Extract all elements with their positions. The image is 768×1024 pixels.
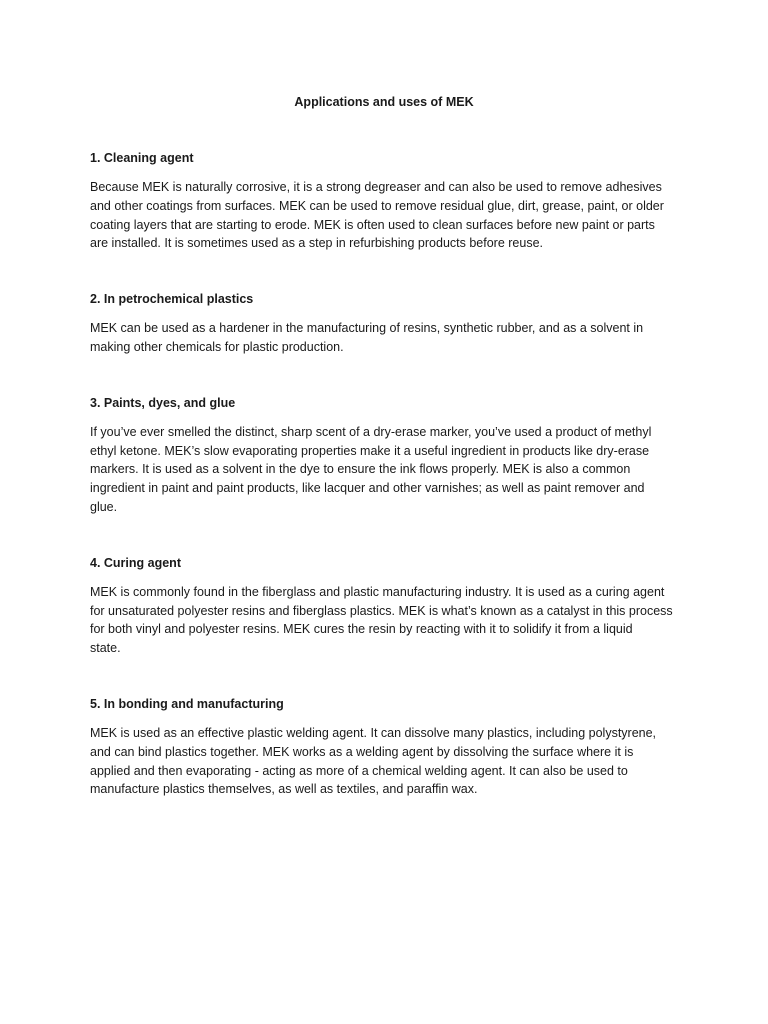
section-paragraph: MEK is used as an effective plastic welding agent. It can dissolve many plastics, including polystyrene, and can bind plastics together. MEK works as a welding agent by dissolving the surface where it is applied and then evaporating - acting as more of a chemical welding agent. It can also be used to manufacture plastics themselves, as well as textiles, and paraffin wax. — [90, 725, 657, 797]
section-paragraph: Because MEK is naturally corrosive, it is a strong degreaser and can also be used to remove adhesives and other coatings from surfaces. MEK can be used to remove residual glue, dirt, grease, paint, or older coating layers that are starting to erode. MEK is often used to clean surfaces before new paint or parts are installed. It is sometimes used as a step in refurbishing products before reuse. — [90, 180, 664, 251]
section-heading: 2. In petrochemical plastics — [90, 292, 254, 307]
section-paragraph: If you’ve ever smelled the distinct, sharp scent of a dry-erase marker, you’ve used a product of methyl ethyl ketone. MEK’s slow evaporating properties make it a useful ingredient in products like dry-erase markers. It is used as a solvent in the dye to ensure the ink flows properly. MEK is also a common ingredient in paint and paint products, like lacquer and other varnishes; as well as paint remover and glue. — [90, 424, 652, 514]
section-heading: 5. In bonding and manufacturing — [90, 696, 284, 711]
section-curing-agent — [90, 554, 682, 658]
section-heading: 1. Cleaning agent — [90, 151, 194, 165]
document-title: Applications and uses of MEK — [294, 95, 474, 109]
section-paints-dyes-glue — [90, 394, 682, 517]
section-bonding-manufacturing — [90, 695, 682, 799]
document-content — [90, 149, 682, 799]
section-paragraph: MEK can be used as a hardener in the manufacturing of resins, synthetic rubber, and as a solvent in making other chemicals for plastic production. — [90, 321, 644, 354]
section-heading: 3. Paints, dyes, and glue — [90, 395, 236, 410]
section-heading: 4. Curing agent — [90, 555, 181, 570]
section-cleaning-agent — [90, 149, 682, 253]
section-petrochemical-plastics — [90, 290, 682, 357]
section-paragraph: MEK is commonly found in the fiberglass and plastic manufacturing industry. It is used as a curing agent for unsaturated polyester resins and fiberglass plastics. MEK is what’s known as a catalyst in this process for both vinyl and polyester resins. MEK cures the resin by reacting with it to solidify it from a liquid state. — [90, 584, 673, 656]
